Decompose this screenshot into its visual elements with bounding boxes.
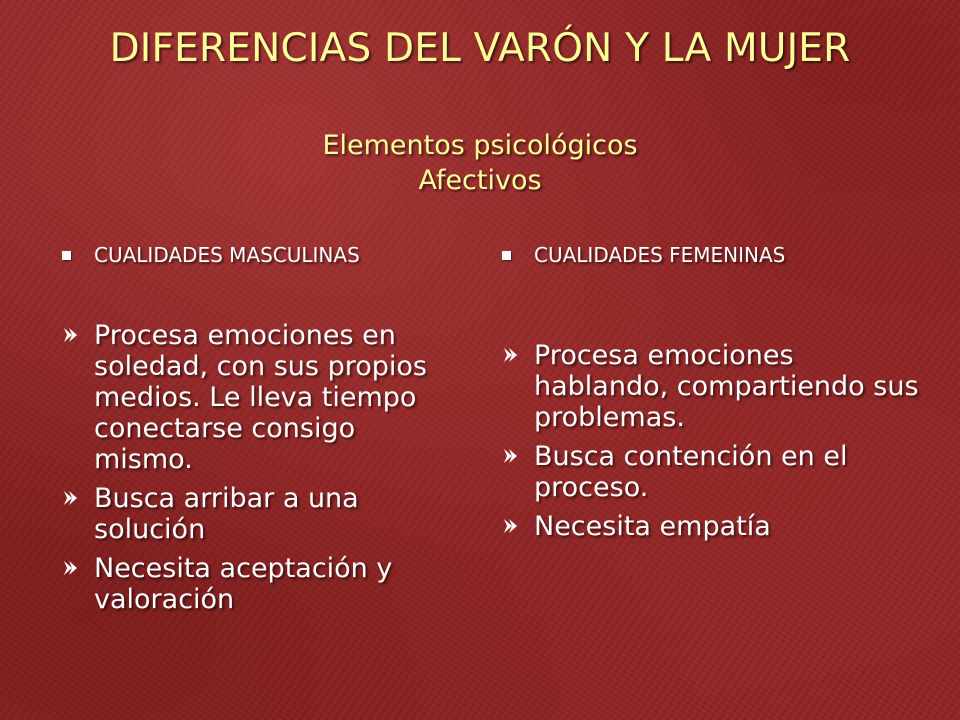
slide-title: DIFERENCIAS DEL VARÓN Y LA MUJER: [109, 26, 851, 71]
square-bullet-icon: [62, 251, 71, 260]
list-item-text: Necesita empatía: [534, 511, 771, 542]
feminine-heading: [502, 240, 922, 270]
list-item: [502, 441, 922, 503]
arrow-bullet-icon: [502, 447, 518, 465]
list-item-text: Busca arribar a una solución: [94, 483, 359, 545]
masculine-heading: [62, 240, 462, 270]
list-item: [62, 483, 462, 545]
list-item-text: Busca contención en el proceso.: [534, 441, 848, 503]
arrow-bullet-icon: [62, 489, 78, 507]
arrow-bullet-icon: [502, 346, 518, 364]
arrow-bullet-icon: [62, 559, 78, 577]
list-item-text: Procesa emociones hablando, compartiendo sus problemas.: [534, 340, 919, 433]
list-item: [502, 511, 922, 542]
slide-subtitle: [0, 128, 960, 198]
feminine-column: [502, 240, 922, 550]
feminine-heading-label: CUALIDADES FEMENINAS: [534, 243, 786, 267]
subtitle-line-2: Afectivos: [418, 165, 542, 196]
square-bullet-icon: [502, 251, 511, 260]
list-item: [62, 553, 462, 615]
feminine-list: [502, 340, 922, 542]
arrow-bullet-icon: [502, 517, 518, 535]
subtitle-line-1: Elementos psicológicos: [322, 130, 638, 161]
list-item: [502, 340, 922, 433]
list-item-text: Necesita aceptación y valoración: [94, 553, 393, 615]
list-item-text: Procesa emociones en soledad, con sus propios medios. Le lleva tiempo conectarse consigo mismo.: [94, 320, 427, 475]
masculine-heading-label: CUALIDADES MASCULINAS: [94, 243, 360, 267]
masculine-list: [62, 320, 462, 615]
list-item: [62, 320, 462, 475]
masculine-column: [62, 240, 462, 623]
arrow-bullet-icon: [62, 326, 78, 344]
